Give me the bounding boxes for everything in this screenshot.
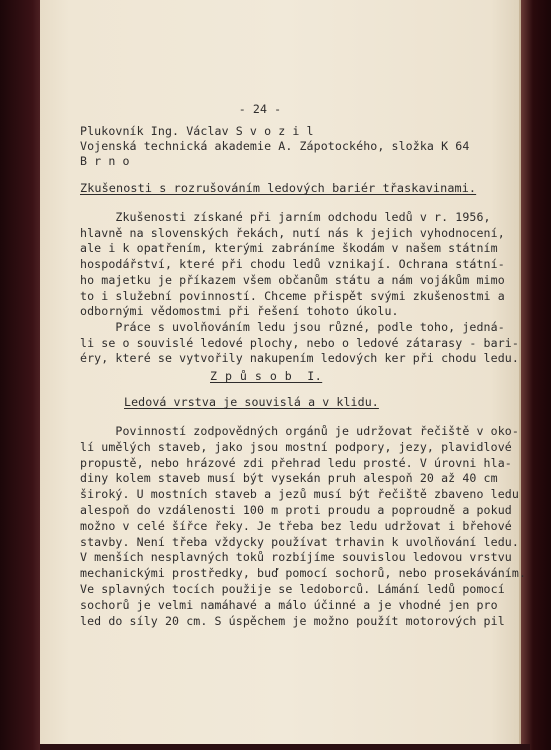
text-line: možno v celé šířce řeky. Je třeba bez ledu udržovat i břehové bbox=[80, 518, 512, 533]
text-line: led do síly 20 cm. S úspěchem je možno použít motorových pil bbox=[80, 613, 505, 628]
text-line: lí umělých staveb, jako jsou mostní podpory, jezy, plavidlové bbox=[80, 439, 512, 454]
institution-line: Vojenská technická akademie A. Zápotockého, složka K 64 bbox=[80, 139, 470, 153]
text-line: diny kolem staveb musí být vysekán pruh alespoň 20 až 40 cm bbox=[80, 471, 498, 486]
text-line: sochorů je velmi namáhavé a málo účinné a je vhodné jen pro bbox=[80, 597, 498, 612]
text-line: Zkušenosti získané při jarním odchodu ledů v r. 1956, bbox=[80, 210, 491, 224]
text-line: Práce s uvolňováním ledu jsou různé, podle toho, jedná- bbox=[80, 319, 505, 334]
text-line: Povinností zodpovědných orgánů je udržovat řečiště v oko- bbox=[80, 424, 519, 438]
subsection-heading: Ledová vrstva je souvislá a v klidu. bbox=[124, 395, 379, 409]
text-line: odbornými vědomostmi při řešení tohoto úkolu. bbox=[80, 304, 399, 319]
text-line: široký. U mostních staveb a jezů musí být řečiště zbaveno ledu bbox=[80, 487, 519, 502]
text-line: mechanickými prostředky, buď pomocí sochorů, nebo prosekáváním. bbox=[80, 566, 527, 581]
author-line: Plukovník Ing. Václav S v o z i l bbox=[80, 124, 314, 138]
text-line: hospodářství, které při chodu ledů vznikají. Ochrana státní- bbox=[80, 257, 505, 272]
text-line: li se o souvislé ledové plochy, nebo o ledové zátarasy - bari- bbox=[80, 335, 519, 350]
text-line: stavby. Není třeba vždycky používat trhavin k uvolňování ledu. bbox=[80, 534, 519, 549]
page-number: - 24 - bbox=[238, 102, 282, 116]
document-title: Zkušenosti s rozrušováním ledových bariér třaskavinami. bbox=[80, 181, 477, 195]
city-line: B r n o bbox=[80, 154, 130, 168]
text-line: Ve splavných tocích použije se ledoborců. Lámání ledů pomocí bbox=[80, 582, 505, 596]
text-line: ho majetku je příkazem všem občanům státu a nám vojákům mimo bbox=[80, 272, 505, 287]
section-heading: Z p ů s o b I. bbox=[210, 369, 323, 383]
page-bottom-edge bbox=[40, 744, 530, 750]
text-line: éry, které se vytvořily nakupením ledových ker při chodu ledu. bbox=[80, 351, 519, 366]
text-line: alespoň do vzdálenosti 100 m proti proudu a poproudně a pokud bbox=[80, 503, 512, 517]
text-line: V menších nesplavných toků rozbíjíme souvislou ledovou vrstvu bbox=[80, 550, 512, 565]
text-line: propustě, nebo hrázové zdi přehrad ledu prosté. V úrovni hla- bbox=[80, 455, 512, 470]
text-line: to i služební povinností. Chceme přispět svými zkušenostmi a bbox=[80, 288, 505, 303]
text-line: hlavně na slovenských řekách, nutí nás k jejich vyhodnocení, bbox=[80, 225, 505, 240]
book-cover-right bbox=[521, 0, 551, 750]
text-line: ale i k opatřením, kterými zabráníme škodám v našem státním bbox=[80, 241, 498, 256]
